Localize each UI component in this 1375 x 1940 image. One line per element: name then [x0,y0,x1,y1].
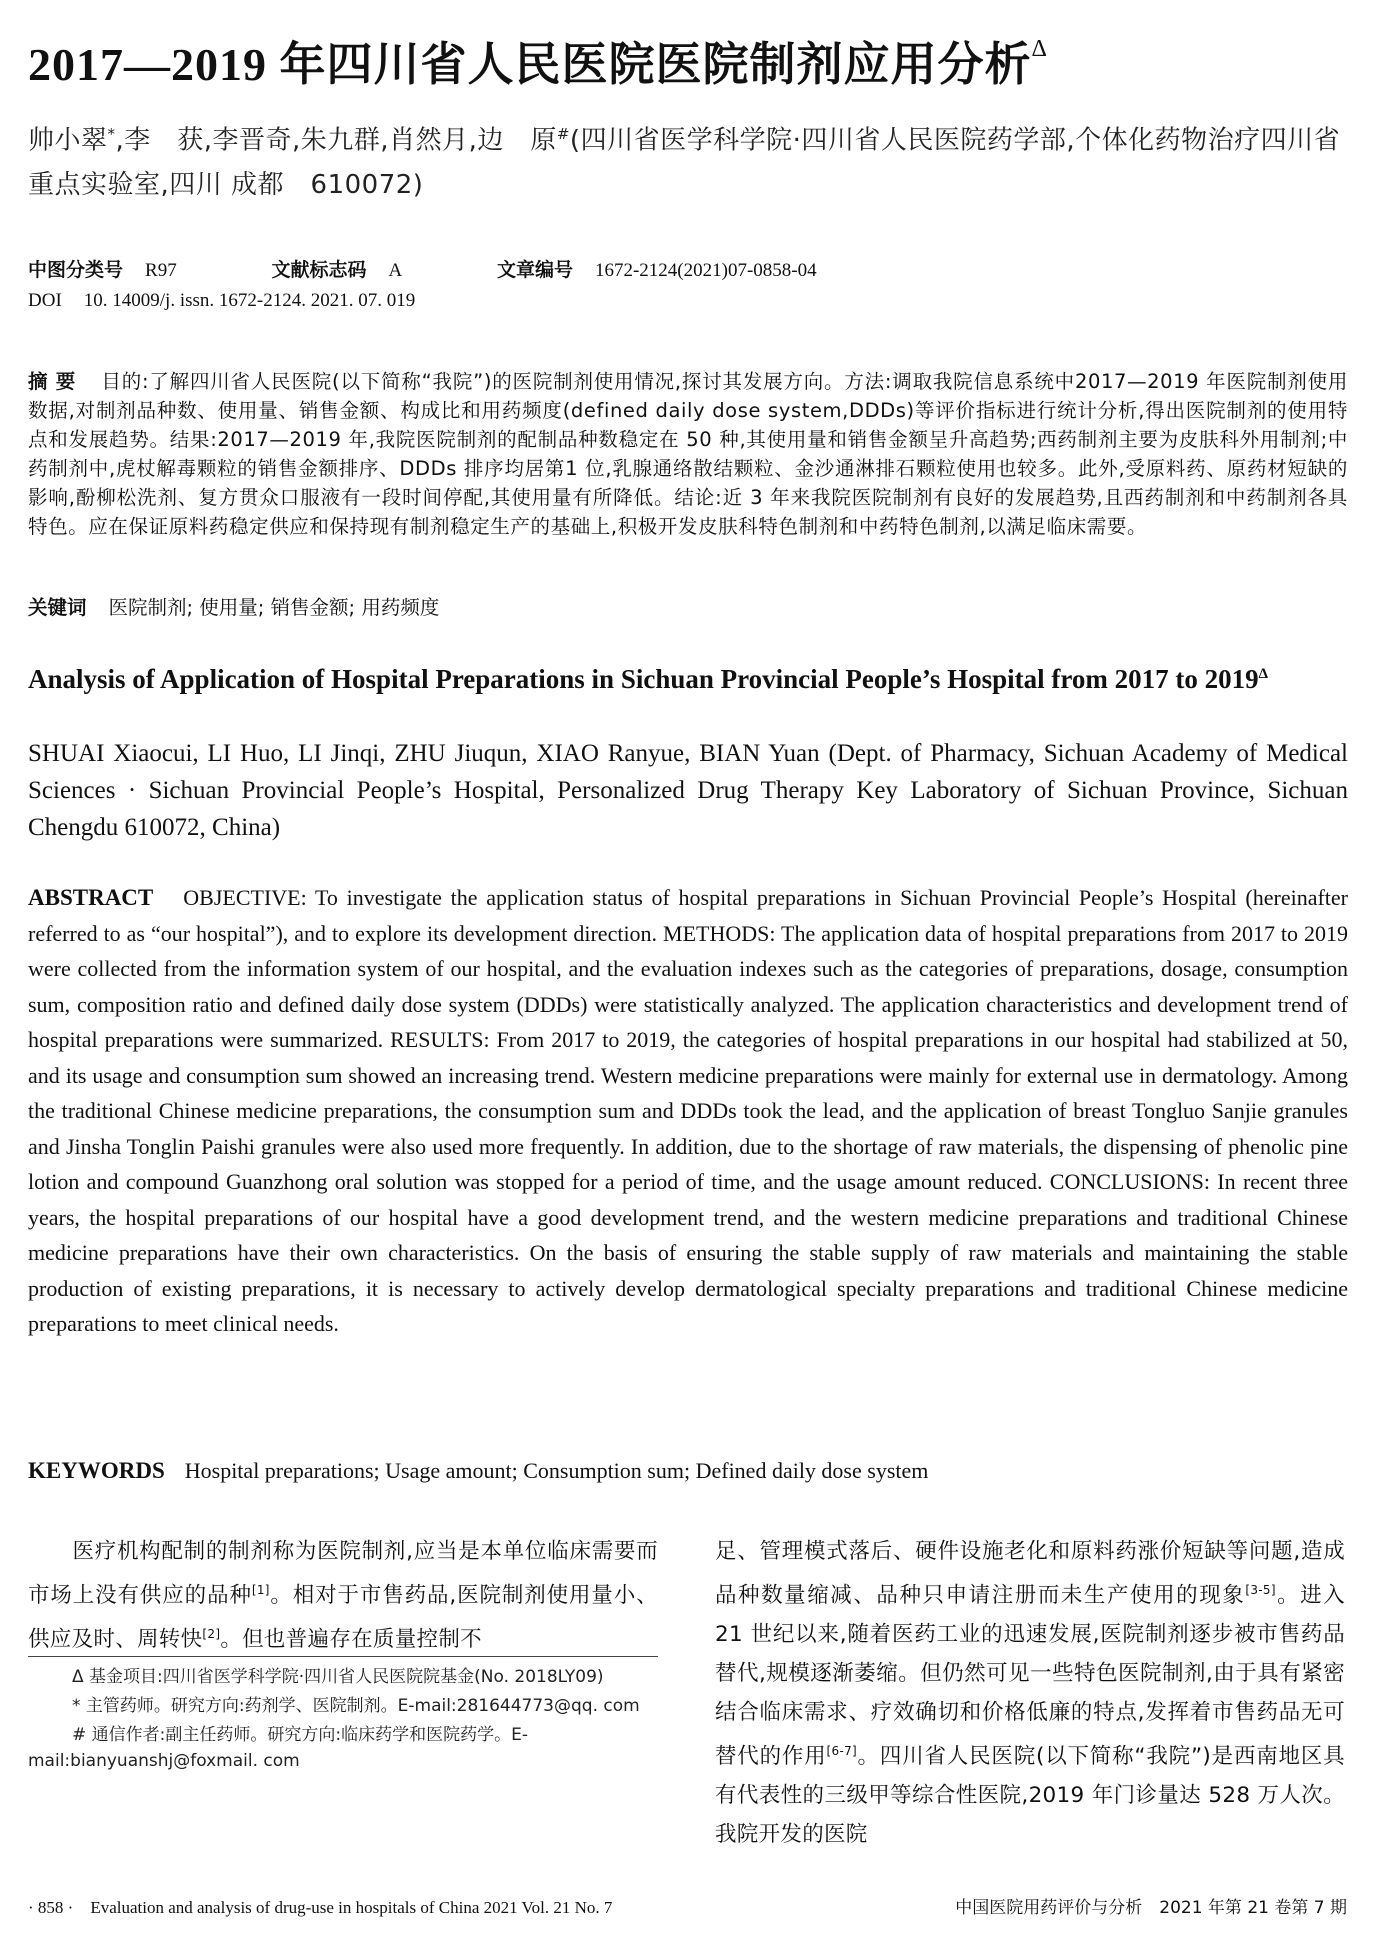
citation-ref[interactable]: [6-7] [826,1744,858,1759]
authors-cn [28,112,1348,207]
footnotes [28,1664,658,1777]
keywords-cn-heading: 关键词 [28,596,87,619]
citation-ref[interactable]: [2] [202,1627,221,1642]
keywords-en-text: Hospital preparations; Usage amount; Consumption sum; Defined daily dose system [184,1458,929,1483]
keywords-en-heading: KEYWORDS [28,1458,165,1483]
metadata-row [28,255,817,282]
abstract-cn [28,367,1348,541]
body-text: 医疗机构配制的制剂称为医院制剂,应当是本单位临床需要而市场上没有供应的品种 [28,1539,658,1609]
doi-row [28,290,415,312]
affiliation-cn: (四川省医学科学院·四川省人民医院药学部,个体化药物治疗四川省重点实验室,四川 成都 610072) [28,125,1341,200]
doi-value[interactable]: 10. 14009/j. issn. 1672-2124. 2021. 07. 019 [83,290,416,311]
title-cn-text: 2017—2019 年四川省人民医院医院制剂应用分析 [28,39,1032,90]
title-en-text: Analysis of Application of Hospital Preparations in Sichuan Provincial People’s Hospital from 2017 to 2019 [28,664,1259,694]
footnote-corresponding-author: # 通信作者:副主任药师。研究方向:临床药学和医院药学。E-mail:bianyuanshj@foxmail. com [28,1725,528,1771]
fund-mark: Δ [1031,36,1048,62]
body-column-left [28,1532,658,1659]
footer-journal-cn: 中国医院用药评价与分析 2021 年第 21 卷第 7 期 [955,1898,1347,1918]
footnote-fund: Δ 基金项目:四川省医学科学院·四川省人民医院院基金(No. 2018LY09) [72,1667,604,1687]
body-text: 。但也普遍存在质量控制不 [220,1627,482,1653]
citation-ref[interactable]: [3-5] [1245,1583,1276,1597]
body-text: 足、管理模式落后、硬件设施老化和原料药涨价短缺等问题,造成品种数量缩减、品种只申请注册而未生产使用的现象 [715,1539,1345,1609]
article-title-cn [28,28,1048,94]
footnote-first-author: * 主管药师。研究方向:药剂学、医院制剂。E-mail:281644773@qq. com [72,1696,640,1716]
authors-en: SHUAI Xiaocui, LI Huo, LI Jinqi, ZHU Jiuqun, XIAO Ranyue, BIAN Yuan (Dept. of Pharmacy, Sichuan Academy of Medical Sciences · Sichuan Provincial People’s Hospital, Personalized Drug Therapy Key Laboratory of Sichuan Province, Sichuan Chengdu 610072, China) [28,740,1348,841]
body-text: 。进入 21 世纪以来,随着医药工业的迅速发展,医院制剂逐步被市售药品替代,规模逐渐萎缩。但仍然可见一些特色医院制剂,由于具有紧密结合临床需求、疗效确切和价格低廉的特点,发挥着市售药品无可替代的作用 [715,1583,1346,1770]
abstract-cn-heading: 摘要 [28,370,84,393]
article-no-label: 文章编号 [496,259,573,281]
footer-journal-en: · 858 · Evaluation and analysis of drug-use in hospitals of China 2021 Vol. 21 No. 7 [28,1898,613,1917]
body-text: 。相对于市售药品,医院制剂使用量小、供应及时、周转快 [28,1583,658,1653]
first-author-mark: * [107,125,116,143]
citation-ref[interactable]: [1] [251,1583,270,1597]
doc-code-value: A [388,260,403,281]
footnote-divider [28,1656,658,1657]
keywords-cn [28,592,439,620]
doc-code-label: 文献标志码 [271,259,367,281]
body-text: 。四川省人民医院(以下简称“我院”)是西南地区具有代表性的三级甲等综合性医院,2019 年门诊量达 528 万人次。我院开发的医院 [715,1744,1345,1848]
co-authors: ,李 获,李晋奇,朱九群,肖然月,边 原 [115,125,557,156]
first-author: 帅小翠 [28,125,108,156]
abstract-en [28,880,1348,1342]
clc-value: R97 [145,260,177,281]
fund-mark-en: Δ [1258,666,1268,682]
body-column-right [715,1532,1345,1854]
abstract-en-heading: ABSTRACT [28,885,154,910]
doi-label: DOI [28,290,62,311]
article-title-en [28,655,1348,698]
abstract-cn-text: 目的:了解四川省人民医院(以下简称“我院”)的医院制剂使用情况,探讨其发展方向。方法:调取我院信息系统中2017—2019 年医院制剂使用数据,对制剂品种数、使用量、销售金额、构成比和用药频度(defined daily dose system,DDDs)等评价指标进行统计分析,得出医院制剂的使用特点和发展趋势。结果:2017—2019 年,我院医院制剂的配制品种数稳定在 50 种,其使用量和销售金额呈升高趋势;西药制剂主要为皮肤科外用制剂;中药制剂中,虎杖解毒颗粒的销售金额排序、DDDs 排序均居第1 位,乳腺通络散结颗粒、金沙通淋排石颗粒使用也较多。此外,受原料药、原药材短缺的影响,酚柳松洗剂、复方贯众口服液有一段时间停配,其使用量有所降低。结论:近 3 年来我院医院制剂有良好的发展趋势,且西药制剂和中药制剂各具特色。应在保证原料药稳定供应和保持现有制剂稳定生产的基础上,积极开发皮肤科特色制剂和中药特色制剂,以满足临床需要。 [28,370,1348,538]
abstract-en-text: OBJECTIVE: To investigate the application status of hospital preparations in Sichuan Provincial People’s Hospital (hereinafter referred to as “our hospital”), and to explore its development direction. METHODS: The application data of hospital preparations from 2017 to 2019 were collected from the information system of our hospital, and the evaluation indexes such as the categories of preparations, dosage, consumption sum, composition ratio and defined daily dose system (DDDs) were statistically analyzed. The application characteristics and development trend of hospital preparations were summarized. RESULTS: From 2017 to 2019, the categories of hospital preparations in our hospital had stabilized at 50, and its usage and consumption sum showed an increasing trend. Western medicine preparations were mainly for external use in dermatology. Among the traditional Chinese medicine preparations, the consumption sum and DDDs took the lead, and the application of breast Tongluo Sanjie granules and Jinsha Tonglin Paishi granules were also used more frequently. In addition, due to the shortage of raw materials, the dispensing of phenolic pine lotion and compound Guanzhong oral solution was stopped for a period of time, and the usage amount reduced. CONCLUSIONS: In recent three years, the hospital preparations of our hospital have a good development trend, and the western medicine preparations and traditional Chinese medicine preparations have their own characteristics. On the basis of ensuring the stable supply of raw materials and maintaining the stable production of existing preparations, it is necessary to actively develop dermatological specialty preparations and traditional Chinese medicine preparations to meet clinical needs. [28,885,1348,1336]
corresponding-author-mark: # [556,125,570,143]
keywords-cn-text: 医院制剂; 使用量; 销售金额; 用药频度 [108,596,440,619]
keywords-en [28,1458,928,1484]
clc-label: 中图分类号 [28,259,124,281]
article-no-value: 1672-2124(2021)07-0858-04 [594,260,817,281]
